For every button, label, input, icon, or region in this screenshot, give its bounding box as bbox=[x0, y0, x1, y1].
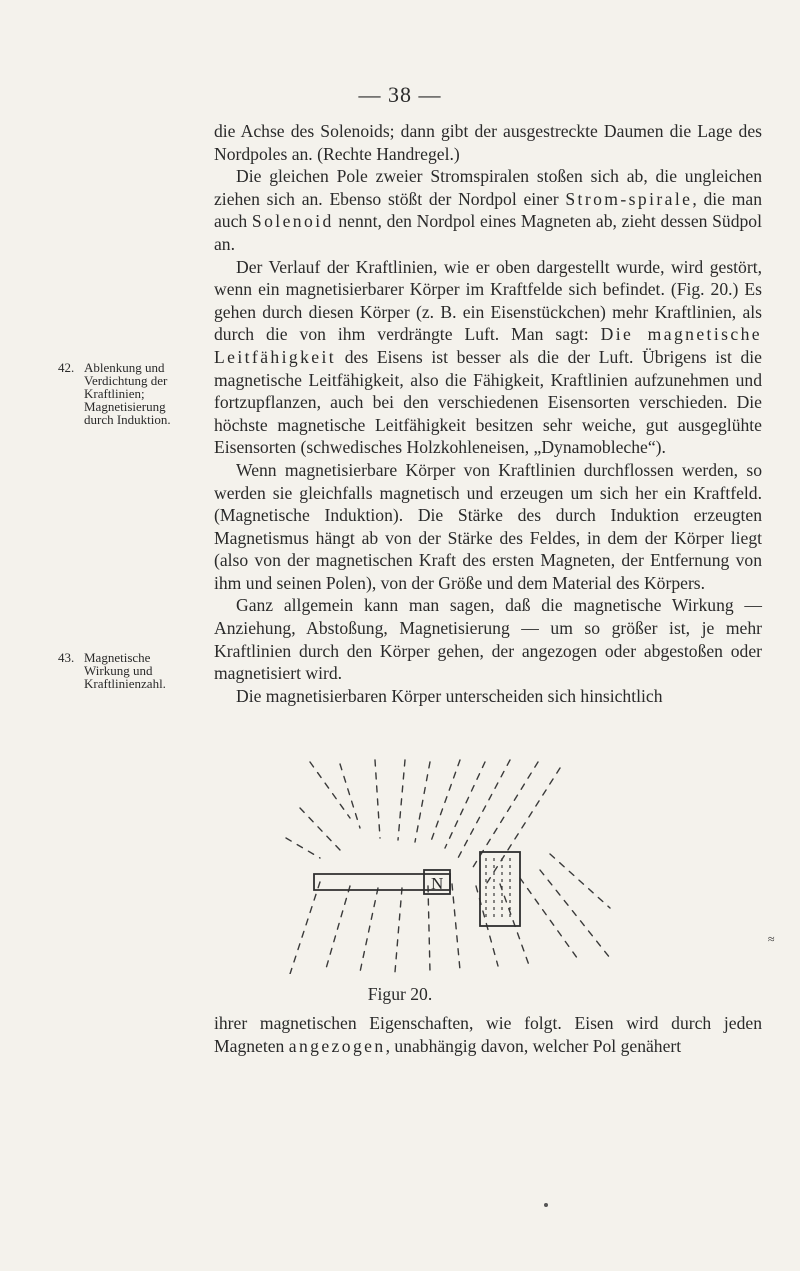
paragraph-1: die Achse des Solenoids; dann gibt der ausgestreckte Daumen die Lage des Nordpoles an. (Rechte Handregel.) bbox=[214, 121, 762, 164]
emphasis-angezogen: angezogen bbox=[288, 1035, 386, 1056]
paragraph-3-tail: des Eisens ist besser als die der Luft. Übrigens ist die magnetische Leitfähigkeit, also die Fähigkeit, Kraftlinien aufzunehmen und fortzupflanzen, auch bei den verschiedenen Eisensorten verschieden. Die höchste magnetische Leitfähigkeit besitzen sehr weiche, gut ausgeglühte Eisensorten (schwedisches Holzkohleneisen, „Dynamobleche“). bbox=[214, 346, 762, 458]
paragraph-2-start: Die gleichen Pole zweier Stromspiralen stoßen sich ab, die ungleichen ziehen sich an. Ebenso stößt der Nordpol einer bbox=[214, 166, 762, 209]
sidenote-42 bbox=[58, 360, 188, 427]
sidenote-43-text: Magnetische Wirkung und Kraftlinienzahl. bbox=[84, 650, 166, 691]
paragraph-3 bbox=[214, 256, 762, 459]
paragraph-2 bbox=[214, 165, 762, 255]
paragraph-6: Die magnetisierbaren Körper unterscheiden sich hinsichtlich bbox=[236, 685, 663, 706]
paragraph-3-start: Der Verlauf der Kraftlinien, wie er oben dargestellt wurde, wird gestört, wenn ein magnetisierbarer Körper im Kraftfelde sich befindet. (Fig. 20.) Es gehen durch diesen Körper (z. B. ein Eisenstückchen) mehr Kraftlinien, als durch die von ihm verdrängte Luft. Man sagt: bbox=[214, 256, 762, 345]
margin-mark: ≈ bbox=[768, 932, 775, 946]
north-pole-label: N bbox=[431, 874, 444, 893]
magnet-bar bbox=[314, 874, 450, 890]
continuation-text bbox=[214, 1012, 762, 1057]
continuation-text-end: , unabhängig davon, welcher Pol genähert bbox=[385, 1035, 682, 1056]
sidenote-43-number: 43. bbox=[58, 650, 75, 665]
sidenote-42-number: 42. bbox=[58, 360, 75, 375]
sidenote-42-text: Ablenkung und Verdichtung der Kraftlinien; Magnetisierung durch Induktion. bbox=[84, 360, 171, 427]
paragraph-5: Ganz allgemein kann man sagen, daß die magnetische Wirkung — Anziehung, Abstoßung, Magnetisierung — um so größer ist, je mehr Kraftlinien durch den Körper gehen, der angezogen oder abgestoßen oder magnetisiert wird. bbox=[214, 595, 762, 684]
figure-20-field-lines bbox=[280, 758, 780, 974]
page-number: — 38 — bbox=[358, 82, 442, 107]
figure-caption: Figur 20. bbox=[367, 984, 433, 1004]
stray-dot bbox=[544, 1203, 548, 1207]
emphasis-solenoid: Solenoid bbox=[251, 211, 334, 232]
paragraph-2-tail: nennt, den Nordpol eines Magneten ab, zieht dessen Südpol an. bbox=[214, 211, 762, 254]
emphasis-strom-spirale: Strom-spirale bbox=[565, 188, 693, 209]
sidenote-43 bbox=[58, 650, 188, 691]
paragraph-2-middle: , die man auch bbox=[214, 188, 762, 232]
paragraph-4: Wenn magnetisierbare Körper von Kraftlinien durchflossen werden, so werden sie gleichfalls magnetisch und erzeugen um sich her ein Kraftfeld. (Magnetische Induktion). Die Stärke des durch Induktion erzeugten Magnetismus hängt ab von der Stärke des Feldes, in dem der Körper liegt (also von der magnetischen Kraft des ersten Magneten, der Entfernung von ihm und seinen Polen), von der Größe und dem Material des Körpers. bbox=[214, 459, 762, 593]
emphasis-leitfaehigkeit: Die magnetische Leitfähigkeit bbox=[214, 324, 762, 367]
main-text bbox=[214, 120, 762, 707]
continuation-text-start: ihrer magnetischen Eigenschaften, wie folgt. Eisen wird durch jeden Magneten bbox=[214, 1013, 762, 1056]
